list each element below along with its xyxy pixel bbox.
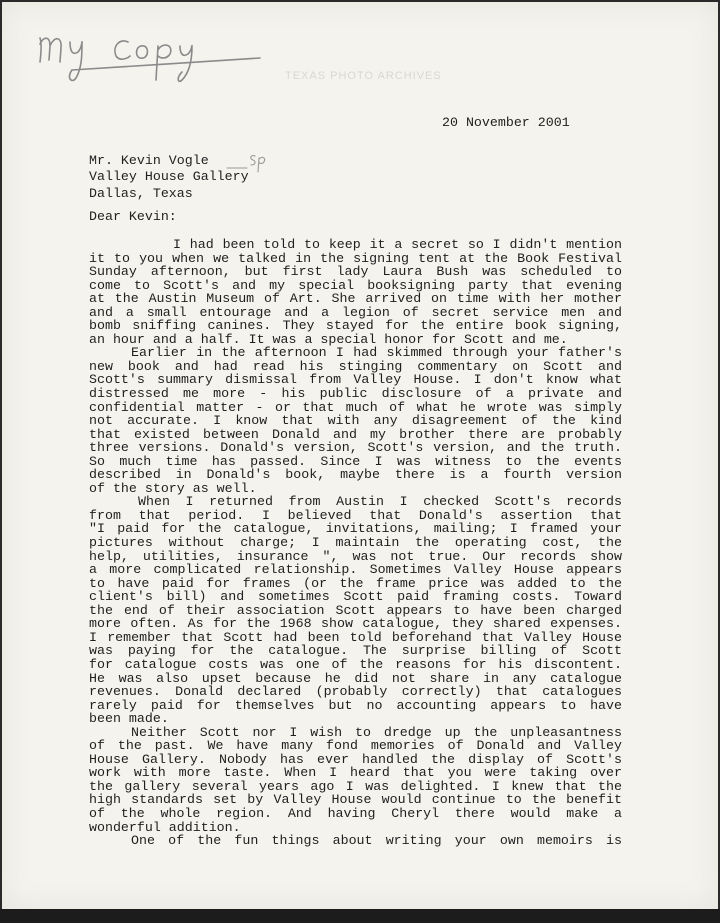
body-line: bomb sniffing canines. They stayed for the entire book signing, [89, 318, 622, 334]
body-line: for catalogue costs was one of the reasons for his discontent. [89, 656, 622, 672]
body-line: three versions. Donald's version, Scott's version, and the truth. [89, 440, 622, 456]
body-line: it to you when we talked in the signing tent at the Book Festival [89, 250, 622, 266]
body-line: Neither Scott nor I wish to dredge up the unpleasantness [131, 724, 622, 740]
body-line: an hour and a half. It was a special honor for Scott and me. [89, 331, 568, 347]
body-line: not accurate. I know that with any disagreement of the kind [89, 413, 622, 429]
recipient-city: Dallas, Texas [89, 185, 193, 201]
scan-bottom-edge [0, 909, 720, 923]
body-line: more often. As for the 1968 show catalogue, they shared expenses. [89, 616, 622, 632]
body-line: One of the fun things about writing your own memoirs is [131, 833, 622, 849]
body-line: of the whole region. And having Cheryl there would make a [89, 805, 622, 821]
handwritten-correction-mark [225, 152, 269, 174]
body-line: distressed me more - his public disclosure of a private and [89, 386, 622, 402]
body-line: come to Scott's and my special booksigning party that evening [89, 277, 622, 293]
body-line: at the Austin Museum of Art. She arrived on time with her mother [89, 291, 622, 307]
body-line: help, utilities, insurance ", was not true. Our records show [89, 548, 622, 564]
letter-date: 20 November 2001 [442, 115, 570, 130]
letter-page [2, 2, 718, 909]
body-line: confidential matter - or that much of what he wrote was simply [89, 399, 622, 415]
body-line: described in Donald's book, maybe there is a fourth version [89, 467, 622, 483]
body-line: House Gallery. Nobody has ever handled the display of Scott's [89, 751, 622, 767]
body-line: to have paid for frames (or the frame price was added to the [89, 575, 622, 591]
recipient-company: Valley House Gallery [89, 169, 249, 185]
body-line: pictures without charge; I maintain the operating cost, the [89, 535, 622, 551]
body-line: wonderful addition. [89, 819, 241, 835]
body-line: that existed between Donald and my brother there are probably [89, 426, 622, 442]
body-line: Sunday afternoon, but first lady Laura Bush was scheduled to [89, 264, 622, 280]
body-line: When I returned from Austin I checked Scott's records [138, 494, 622, 510]
body-line: new book and had read his stinging commentary on Scott and [89, 358, 622, 374]
body-line: I remember that Scott had been told beforehand that Valley House [89, 629, 622, 645]
body-line: and a small entourage and a legion of secret service men and [89, 304, 622, 320]
body-line: revenues. Donald declared (probably correctly) that catalogues [89, 684, 622, 700]
body-line: a more complicated relationship. Sometimes Valley House appears [89, 562, 622, 578]
body-line: from that period. I believed that Donald's assertion that [89, 507, 622, 523]
faint-watermark: TEXAS PHOTO ARCHIVES [285, 70, 442, 82]
body-line: rarely paid for themselves but no accounting appears to have [89, 697, 622, 713]
body-line: client's bill) and sometimes Scott paid framing costs. Toward [89, 589, 622, 605]
recipient-name: Mr. Kevin Vogle [89, 153, 209, 168]
body-line: Earlier in the afternoon I had skimmed through your father's [131, 345, 622, 361]
salutation: Dear Kevin: [89, 209, 177, 224]
body-line: the end of their association Scott appears to have been charged [89, 602, 622, 618]
body-line: So much time has passed. Since I was witness to the events [89, 453, 622, 469]
body-line: was paying for the catalogue. The surprise billing of Scott [89, 643, 622, 659]
handwritten-annotation [32, 20, 262, 90]
body-line: high standards set by Valley House would continue to the benefit [89, 792, 622, 808]
body-line: been made. [89, 711, 169, 727]
body-line: He was also upset because he did not share in any catalogue [89, 670, 622, 686]
body-line: the gallery several years ago I was delighted. I knew that the [89, 778, 622, 794]
letter-body [89, 238, 622, 848]
body-line: of the story as well. [89, 480, 257, 496]
body-line: of the past. We have many fond memories of Donald and Valley [89, 738, 622, 754]
body-line: I had been told to keep it a secret so I didn't mention [173, 237, 622, 252]
body-line: Scott's summary dismissal from Valley House. I don't know what [89, 372, 622, 388]
body-line: "I paid for the catalogue, invitations, mailing; I framed your [89, 521, 622, 537]
handwriting-my-copy [32, 20, 262, 90]
body-line: work with more taste. When I heard that you were taking over [89, 765, 622, 781]
